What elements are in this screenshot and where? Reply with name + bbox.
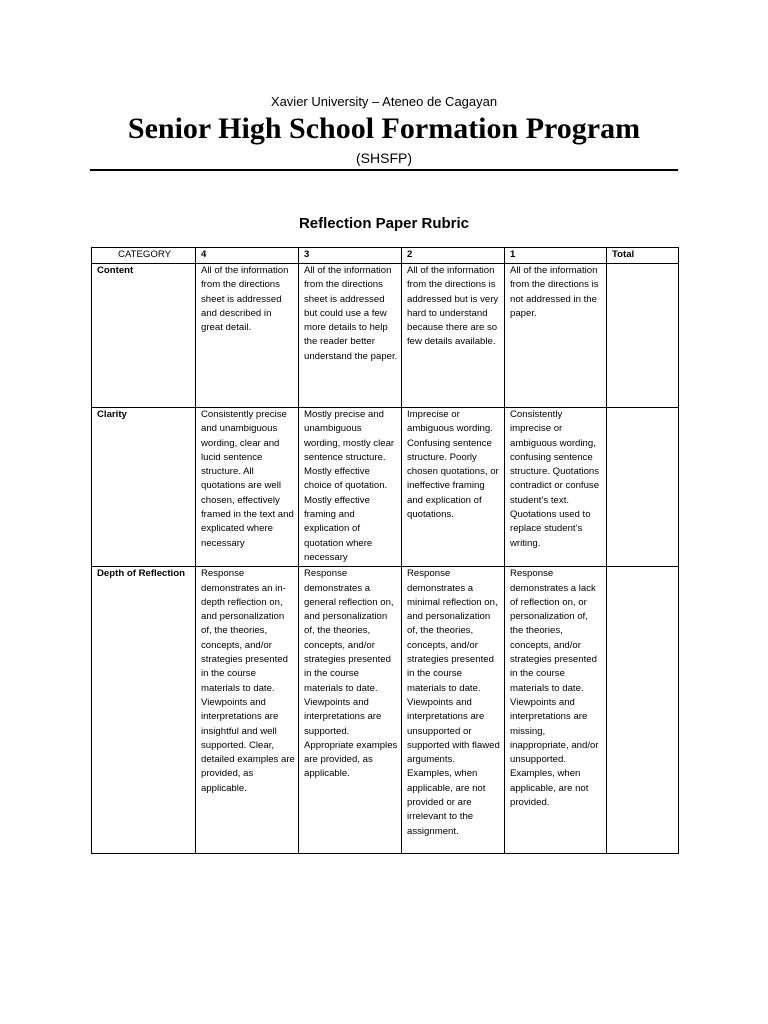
rubric-title: Reflection Paper Rubric xyxy=(298,215,470,232)
column-header-2: 2 xyxy=(402,248,505,264)
score-3-cell: Mostly precise and unambiguous wording, mostly clear sentence structure. Mostly effective choice of quotation. Mostly effective framing and explication of quotation where necessary xyxy=(299,408,402,567)
program-abbreviation: (SHSFP) xyxy=(356,150,412,166)
category-cell: Clarity xyxy=(92,408,196,567)
table-header-row xyxy=(92,248,679,264)
score-3-cell: Response demonstrates a general reflection on, and personalization of, the theories, concepts, and/or strategies presented in the course materials to date. Viewpoints and interpretations are supported. Appropriate examples are provided, as applicable. xyxy=(299,567,402,854)
total-cell xyxy=(607,264,679,408)
score-2-cell: Imprecise or ambiguous wording. Confusing sentence structure. Poorly chosen quotations, or ineffective framing and explication of quotations. xyxy=(402,408,505,567)
rubric-table xyxy=(91,247,679,854)
table-row-content xyxy=(92,264,679,408)
score-1-cell: Response demonstrates a lack of reflection on, or personalization of, the theories, concepts, and/or strategies presented in the course materials to date. Viewpoints and interpretations are missing, inappropriate, and/or unsupported. Examples, when applicable, are not provided. xyxy=(505,567,607,854)
score-1-cell: Consistently imprecise or ambiguous wording, confusing sentence structure. Quotations contradict or confuse student’s text. Quotations used to replace student’s writing. xyxy=(505,408,607,567)
table-row-clarity xyxy=(92,408,679,567)
header-divider xyxy=(90,169,678,171)
column-header-4: 4 xyxy=(196,248,299,264)
category-cell: Depth of Reflection xyxy=(92,567,196,854)
score-3-cell: All of the information from the directions sheet is addressed but could use a few more details to help the reader better understand the paper. xyxy=(299,264,402,408)
column-header-1: 1 xyxy=(505,248,607,264)
total-cell xyxy=(607,567,679,854)
institution-name: Xavier University – Ateneo de Cagayan xyxy=(270,94,498,109)
program-title: Senior High School Formation Program xyxy=(127,112,641,145)
score-4-cell: Response demonstrates an in-depth reflection on, and personalization of, the theories, concepts, and/or strategies presented in the course materials to date. Viewpoints and interpretations are insightful and well supported. Clear, detailed examples are provided, as applicable. xyxy=(196,567,299,854)
column-header-category: CATEGORY xyxy=(92,248,196,264)
score-1-cell: All of the information from the directions is not addressed in the paper. xyxy=(505,264,607,408)
score-2-cell: All of the information from the directions is addressed but is very hard to understand because there are so few details available. xyxy=(402,264,505,408)
column-header-total: Total xyxy=(607,248,679,264)
table-row-depth-of-reflection xyxy=(92,567,679,854)
total-cell xyxy=(607,408,679,567)
score-2-cell: Response demonstrates a minimal reflection on, and personalization of, the theories, concepts, and/or strategies presented in the course materials to date. Viewpoints and interpretations are unsupported or supported with flawed arguments. Examples, when applicable, are not provided or are irrelevant to the assignment. xyxy=(402,567,505,854)
category-cell: Content xyxy=(92,264,196,408)
score-4-cell: Consistently precise and unambiguous wording, clear and lucid sentence structure. All quotations are well chosen, effectively framed in the text and explicated where necessary xyxy=(196,408,299,567)
column-header-3: 3 xyxy=(299,248,402,264)
score-4-cell: All of the information from the directions sheet is addressed and described in great detail. xyxy=(196,264,299,408)
